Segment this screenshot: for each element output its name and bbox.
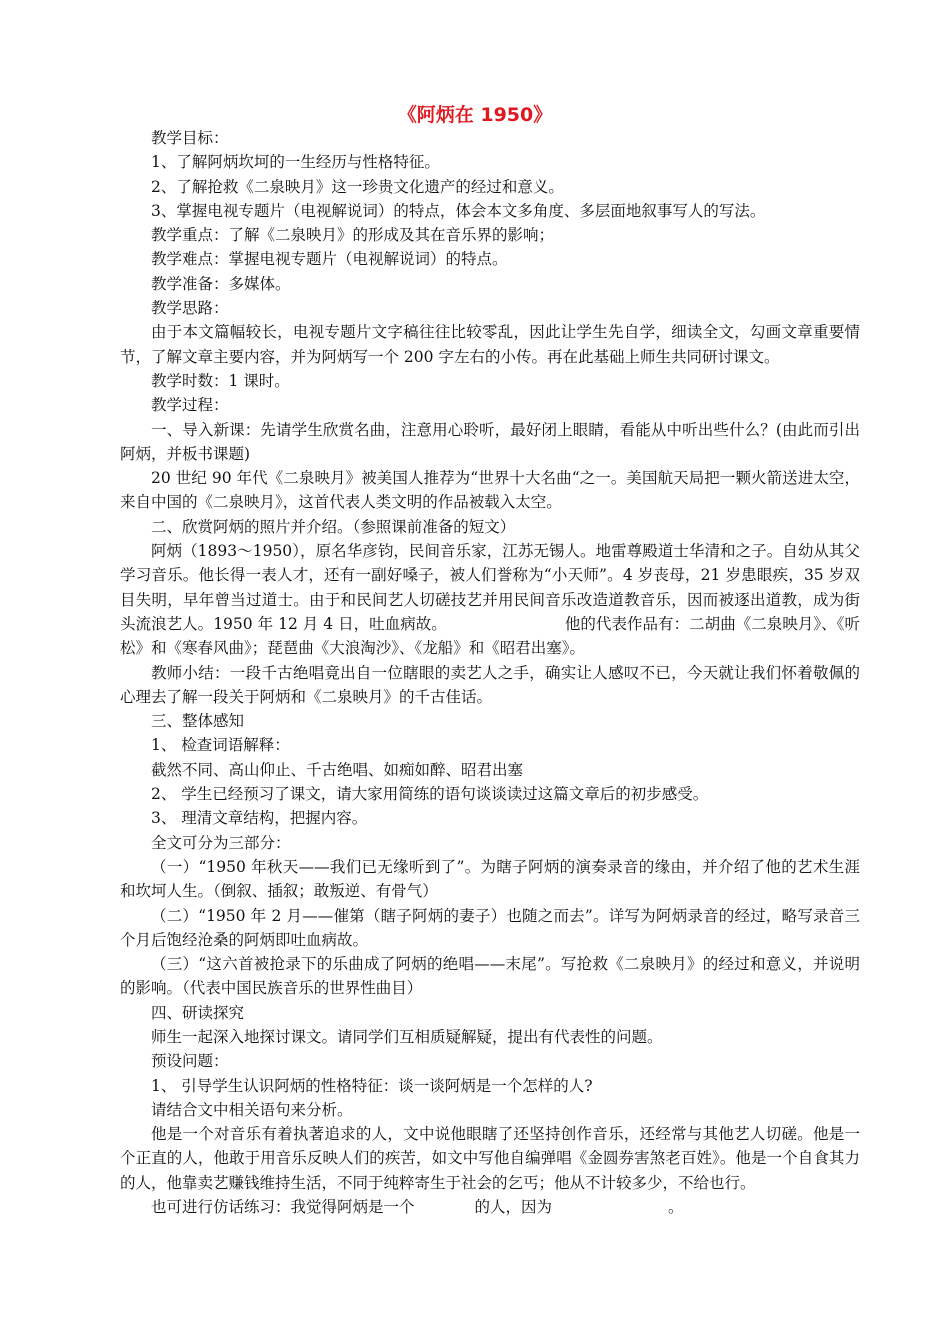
discussion: 师生一起深入地探讨课文。请同学们互相质疑解疑，提出有代表性的问题。: [151, 1027, 663, 1046]
section-3: （三）“这六首被抢录下的乐曲成了阿炳的绝唱——末尾”。写抢救《二泉映月》的经过和意义，并说明的影响。（代表中国民族音乐的世界性曲目）: [120, 955, 860, 998]
section-2: （二）“1950 年 2 月——催第（瞎子阿炳的妻子）也随之而去”。详写为阿炳录音的经过，略写录音三个月后饱经沧桑的阿炳即吐血病故。: [120, 906, 860, 949]
goal-2: 2、了解抢救《二泉映月》这一珍贵文化遗产的经过和意义。: [151, 177, 564, 196]
key-point: 教学重点：了解《二泉映月》的形成及其在音乐界的影响；: [151, 226, 555, 245]
goal-1: 1、了解阿炳坎坷的一生经历与性格特征。: [151, 153, 440, 172]
imitation-exercise: [120, 1195, 860, 1219]
question-1: 1、 引导学生认识阿炳的性格特征：谈一谈阿炳是一个怎样的人?: [151, 1076, 593, 1095]
teaching-hours: 教学时数：1 课时。: [151, 371, 290, 390]
page-title: 《阿炳在 1950》: [397, 104, 553, 126]
part-1-intro: 一、导入新课：先请学生欣赏名曲，注意用心聆听，最好闭上眼睛，看能从中听出些什么？(由此而引出阿炳，并板书课题): [120, 420, 860, 463]
part-3-heading: 三、整体感知: [151, 712, 245, 731]
goal-3: 3、掌握电视专题片（电视解说词）的特点，体会本文多角度、多层面地叙事写人的写法。: [151, 201, 766, 220]
idea-paragraph: 由于本文篇幅较长，电视专题片文字稿往往比较零乱，因此让学生先自学，细读全文，勾画文章重要情节，了解文章主要内容，并为阿炳写一个 200 字左右的小传。再在此基础上师生共同研讨课文。: [120, 323, 860, 366]
structure-intro: 全文可分为三部分：: [151, 833, 291, 852]
imitation-part-a: 也可进行仿话练习：我觉得阿炳是一个: [151, 1198, 415, 1217]
document-body: [120, 126, 860, 1219]
section-1: （一）“1950 年秋天——我们已无缘听到了”。为瞎子阿炳的演奏录音的缘由，并介绍了他的艺术生涯和坎坷人生。（倒叙、插叙；敢叛逆、有骨气）: [120, 857, 860, 901]
imitation-part-b: 的人，因为: [474, 1198, 553, 1217]
difficulty: 教学难点：掌握电视专题片（电视解说词）的特点。: [151, 250, 508, 269]
task-2: 2、 学生已经预习了课文，请大家用简练的语句谈谈读过这篇文章后的初步感受。: [151, 785, 709, 804]
part-4-heading: 四、研读探究: [151, 1003, 245, 1022]
part-2-heading: 二、欣赏阿炳的照片并介绍。（参照课前准备的短文）: [151, 517, 516, 536]
imitation-part-c: 。: [668, 1198, 684, 1217]
biography-text: 阿炳（1893～1950），原名华彦钧，民间音乐家，江苏无锡人。地雷尊殿道士华清和之子。自幼从其父学习音乐。他长得一表人才，还有一副好嗓子，被人们誉称为“小天师”。4 岁丧母，21 岁患眼疾，35 岁双目失明，早年曾当过道士。由于和民间艺人切磋技艺并用民间音乐改造道教音乐，因而被逐出道教，成为街头流浪艺人。1950 年 12 月 4 日，吐血病故。: [120, 542, 860, 633]
idea-heading: 教学思路：: [151, 299, 229, 318]
question-1-hint: 请结合文中相关语句来分析。: [151, 1100, 353, 1119]
biography-paragraph: [120, 539, 860, 660]
process-heading: 教学过程：: [151, 396, 229, 415]
preparation: 教学准备：多媒体。: [151, 274, 291, 293]
character-analysis: 他是一个对音乐有着执著追求的人，文中说他眼瞎了还坚持创作音乐，还经常与其他艺人切磋。他是一个正直的人，他敢于用音乐反映人们的疾苦，如文中写他自编弹唱《金圆券害煞老百姓》。他是一个自食其力的人，他靠卖艺赚钱维持生活，不同于纯粹寄生于社会的乞丐；他从不计较多少，不给也行。: [120, 1125, 860, 1192]
fact-paragraph: 20 世纪 90 年代《二泉映月》被美国人推荐为“世界十大名曲“之一。美国航天局把一颗火箭送进太空，来自中国的《二泉映月》，这首代表人类文明的作品被载入太空。: [120, 469, 860, 512]
task-1: 1、 检查词语解释：: [151, 736, 290, 755]
teacher-summary: 教师小结：一段千古绝唱竟出自一位瞎眼的卖艺人之手，确实让人感叹不已，今天就让我们怀着敬佩的心理去了解一段关于阿炳和《二泉映月》的千古佳话。: [120, 663, 860, 706]
task-3: 3、 理清文章结构，把握内容。: [151, 809, 368, 828]
works-text: 他的代表作品有：二胡曲《二泉映月》、《听松》和《寒春风曲》；琵琶曲《大浪淘沙》、《龙船》和《昭君出塞》。: [120, 614, 860, 658]
goals-heading: 教学目标：: [151, 129, 229, 147]
preset-questions: 预设问题：: [151, 1052, 229, 1071]
word-list: 截然不同、高山仰止、千古绝唱、如痴如醉、昭君出塞: [151, 760, 524, 779]
